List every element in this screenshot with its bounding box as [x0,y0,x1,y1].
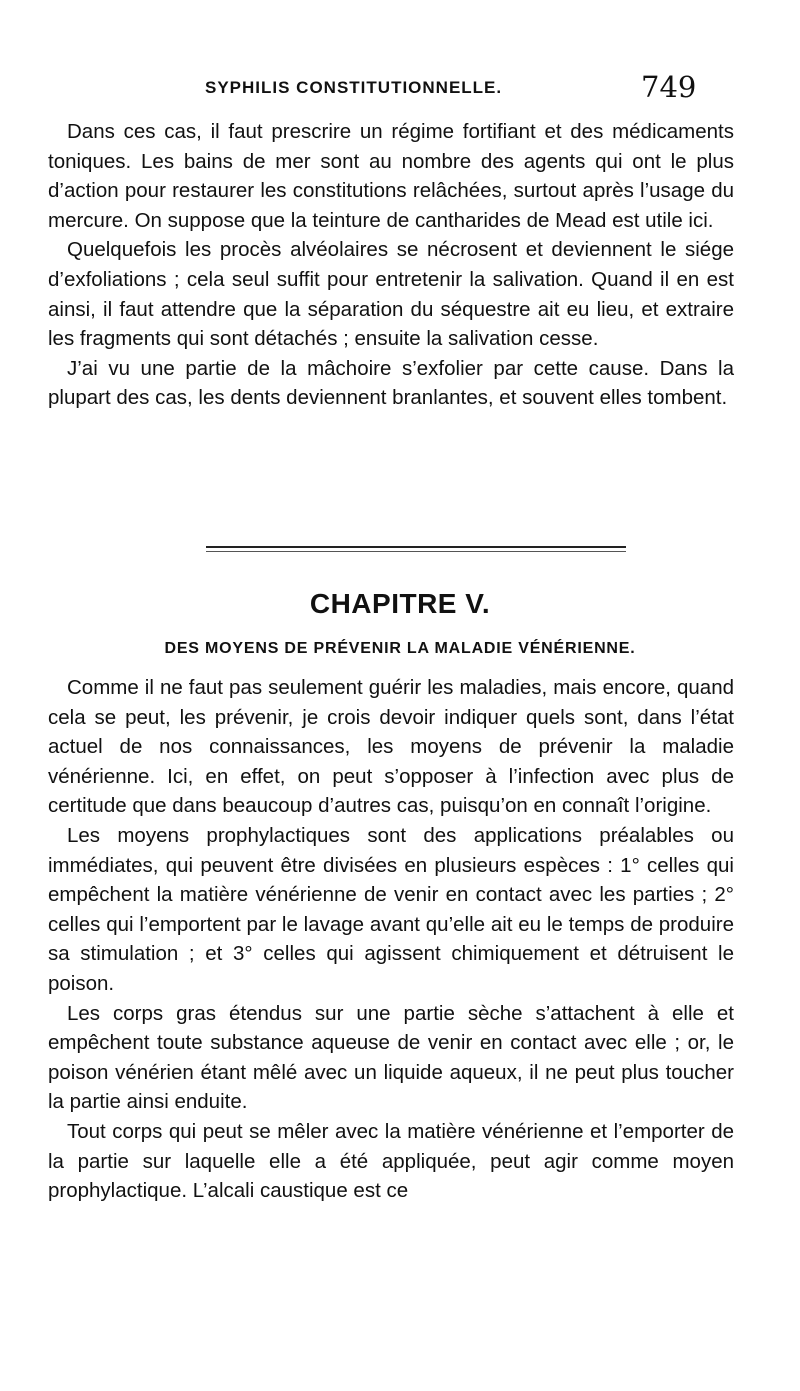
paragraph: Les corps gras étendus sur une partie sèche s’attachent à elle et empêchent toute substance aqueuse de venir en contact avec elle ; or, le poison vénérien étant mêlé avec un liquide aqueux, il ne peut plus toucher la partie ainsi enduite. [48,1001,734,1114]
paragraph: Comme il ne faut pas seulement guérir les maladies, mais encore, quand cela se peut, les prévenir, je crois devoir indiquer quels sont, dans l’état actuel de nos connaissances, les moyens de prévenir la maladie vénérienne. Ici, en effet, on peut s’opposer à l’infection avec plus de certitude que dans beaucoup d’autres cas, puisqu’on en connaît l’origine. [48,676,734,818]
paragraph: Tout corps qui peut se mêler avec la matière vénérienne et l’emporter de la partie sur laquelle elle a été appliquée, peut agir comme moyen prophylactique. L’alcali caustique est ce [48,1119,734,1203]
paragraph: Dans ces cas, il faut prescrire un régime fortifiant et des médicaments toniques. Les bains de mer sont au nombre des agents qui ont le plus d’action pour restaurer les constitutions relâchées, surtout après l’usage du mercure. On suppose que la teinture de cantharides de Mead est utile ici. [48,120,734,232]
section-divider [206,546,626,548]
chapter-subtitle: DES MOYENS DE PRÉVENIR LA MALADIE VÉNÉRIENNE. [164,640,636,657]
text-block-chapter [48,673,734,1206]
paragraph: Les moyens prophylactiques sont des applications préalables ou immédiates, qui peuvent être divisées en plusieurs espèces : 1° celles qui empêchent la matière vénérienne de venir en contact avec les parties ; 2° celles qui l’emportent par le lavage avant qu’elle ait eu le temps de produire sa stimulation ; et 3° celles qui agissent chimiquement et détruisent le poison. [48,823,734,995]
running-head: SYPHILIS CONSTITUTIONNELLE. [205,78,503,97]
text-block-before-chapter [48,117,734,413]
page-number: 749 [641,70,697,104]
chapter-title: CHAPITRE V. [309,588,491,619]
section-divider-thin [206,551,626,552]
paragraph: Quelquefois les procès alvéolaires se nécrosent et deviennent le siége d’exfoliations ; cela seul suffit pour entretenir la salivation. Quand il en est ainsi, il faut attendre que la séparation du séquestre ait eu lieu, et extraire les fragments qui sont détachés ; ensuite la salivation cesse. [48,238,734,351]
paragraph: J’ai vu une partie de la mâchoire s’exfolier par cette cause. Dans la plupart des cas, les dents deviennent branlantes, et souvent elles tombent. [48,356,734,410]
